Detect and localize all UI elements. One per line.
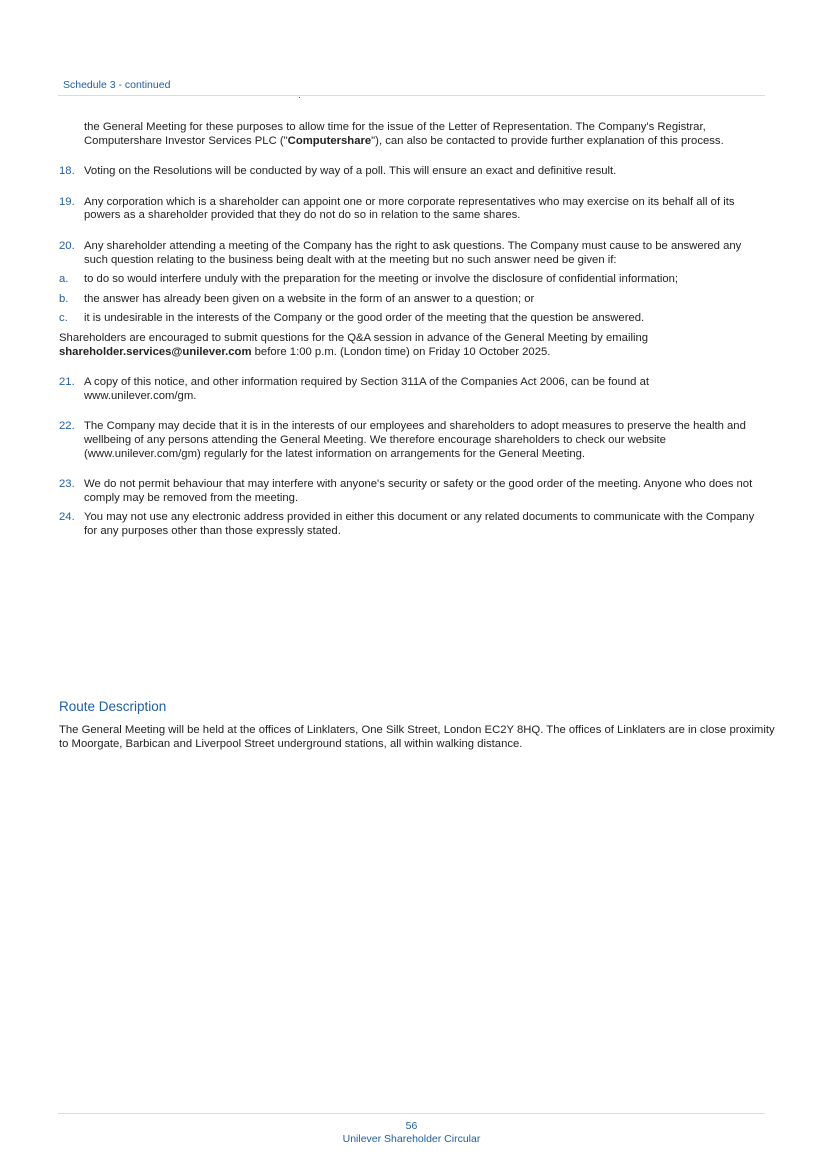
subitem-letter: b. — [59, 292, 69, 305]
intro-paragraph: the General Meeting for these purposes to allow time for the issue of the Letter of Representation. The Company's Registrar, Computershare Investor Services PLC ("Computershare"), can also be contacted to provide further explanation of this process. — [84, 121, 724, 147]
subitem-text: to do so would interfere unduly with the preparation for the meeting or involve the disclosure of confidential information; — [84, 273, 679, 286]
page-footer — [58, 1113, 765, 1146]
note-number: 18. — [59, 165, 75, 178]
note-21 — [59, 376, 759, 403]
footer-title: Unilever Shareholder Circular — [342, 1133, 481, 1145]
note-text: A copy of this notice, and other information required by Section 311A of the Companies Act 2006, can be found at www.unilever.com/gm. — [84, 376, 649, 402]
route-title: Route Description — [59, 699, 167, 714]
subitem-c — [59, 312, 759, 326]
qa-email: shareholder.services@unilever.com — [59, 345, 252, 358]
notes-content — [59, 121, 759, 538]
note-18 — [59, 165, 759, 179]
note-text: We do not permit behaviour that may interfere with anyone's security or safety or the good order of the meeting. Anyone who does not comply may be removed from the meeting. — [84, 478, 753, 504]
subitem-b — [59, 293, 759, 307]
note-text: You may not use any electronic address provided in either this document or any related documents to communicate with the Company for any purposes other than those expressly stated. — [84, 511, 755, 537]
page-header — [58, 79, 765, 96]
subitem-text: the answer has already been given on a website in the form of an answer to a question; or — [84, 292, 535, 305]
note-text: Voting on the Resolutions will be conducted by way of a poll. This will ensure an exact and definitive result. — [84, 165, 617, 178]
note-23 — [59, 478, 759, 505]
note-number: 19. — [59, 195, 75, 208]
subitem-letter: c. — [59, 312, 68, 325]
note-22 — [59, 420, 759, 461]
subitem-text: it is undesirable in the interests of the Company or the good order of the meeting that the question be answered. — [84, 312, 645, 325]
subitem-letter: a. — [59, 273, 69, 286]
note-number: 23. — [59, 478, 75, 491]
note-text: The Company may decide that it is in the interests of our employees and shareholders to adopt measures to preserve the health and wellbeing of any persons attending the General Meeting. We therefore encourage shareholders to check our website (www.unilever.com/gm) regularly for the latest information on arrangements for the General Meeting. — [84, 420, 746, 460]
note-text: Any shareholder attending a meeting of the Company has the right to ask questions. The Company must cause to be answered any such question relating to the business being dealt with at the meeting but no such answer need be given if: — [84, 239, 742, 266]
note-19 — [59, 196, 759, 223]
note-number: 24. — [59, 511, 75, 524]
computershare-bold: Computershare — [287, 134, 372, 147]
subitem-a — [59, 273, 759, 287]
note-number: 21. — [59, 376, 75, 389]
header-dot — [299, 97, 300, 98]
note-number: 22. — [59, 420, 75, 433]
note-number: 20. — [59, 239, 75, 252]
qa-note: Shareholders are encouraged to submit questions for the Q&A session in advance of the General Meeting by emailing shareholder.services@unilever.com before 1:00 p.m. (London time) on Friday 10 October 2025. — [59, 331, 649, 358]
note-text: Any corporation which is a shareholder can appoint one or more corporate representatives who may exercise on its behalf all of its powers as a shareholder provided that they do not do so in relation to the same shares. — [84, 195, 735, 222]
route-text: The General Meeting will be held at the offices of Linklaters, One Silk Street, London EC2Y 8HQ. The offices of Linklaters are in close proximity to Moorgate, Barbican and Liverpool Street underground stations, all within walking distance. — [59, 724, 775, 750]
page-number: 56 — [405, 1120, 418, 1132]
note-24 — [59, 511, 759, 538]
header-title: Schedule 3 - continued — [63, 79, 171, 91]
note-20 — [59, 240, 759, 267]
